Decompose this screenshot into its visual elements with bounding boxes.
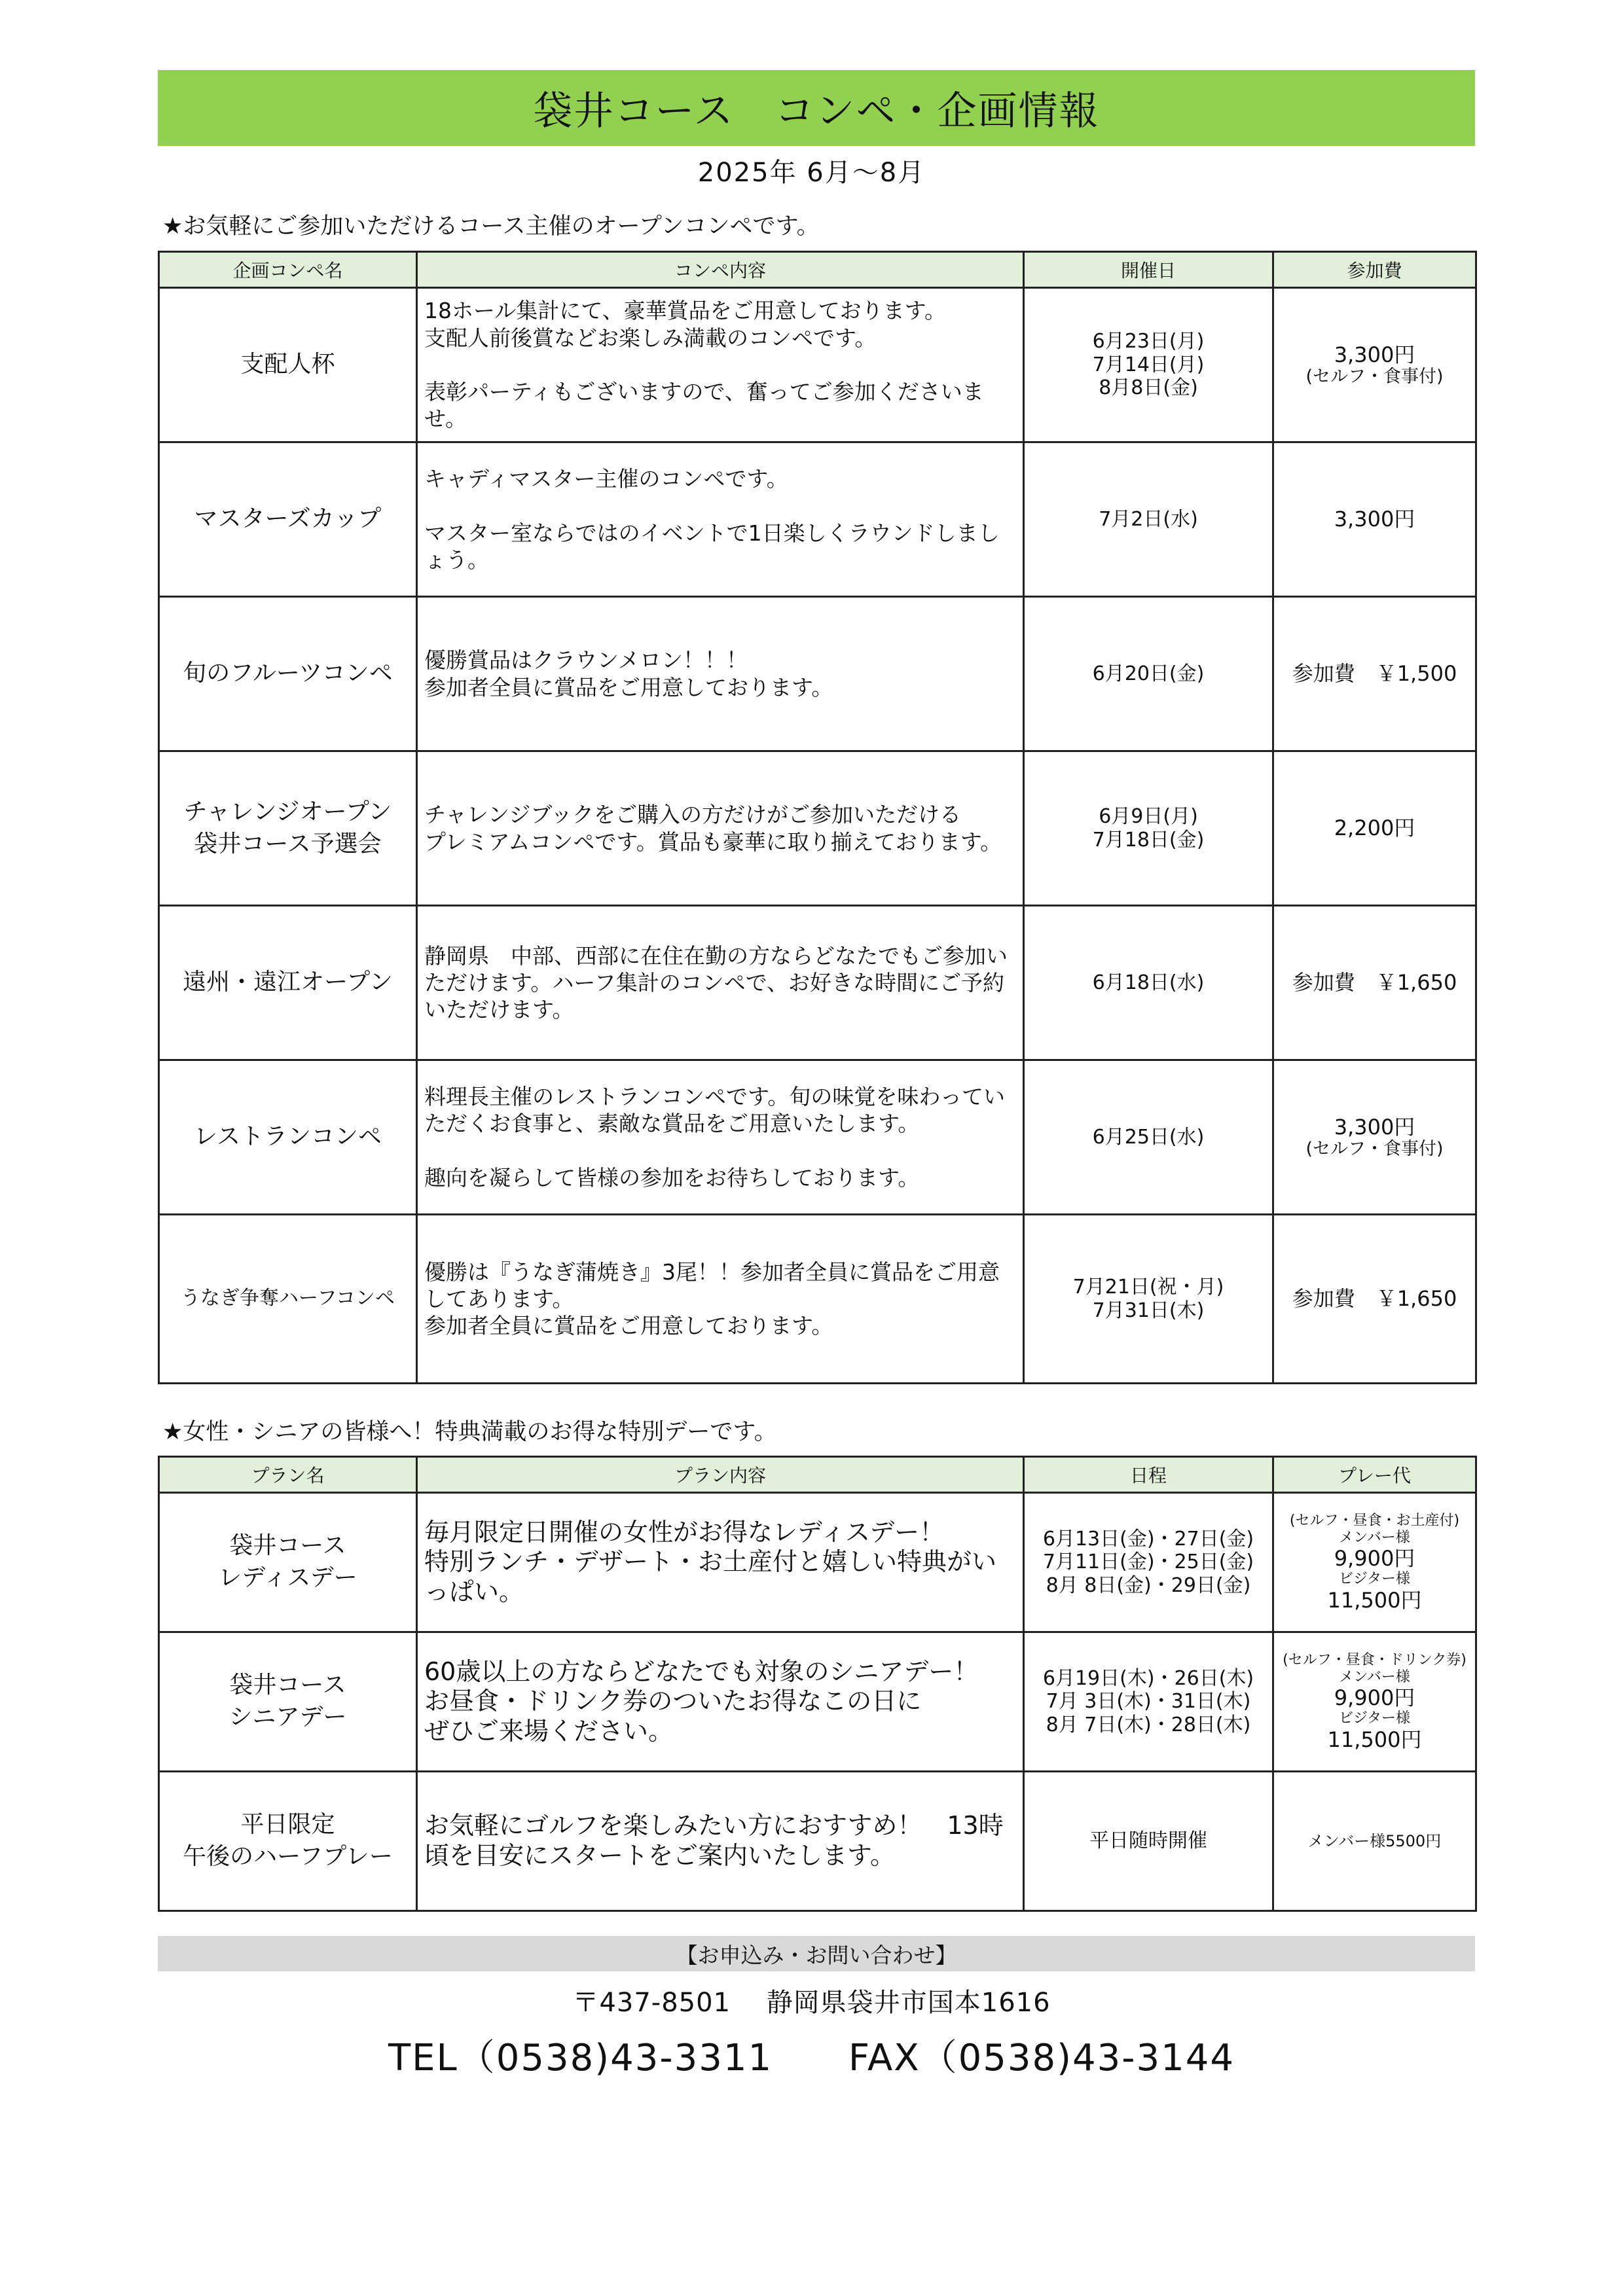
plan-description: 毎月限定日開催の女性がお得なレディスデー！ 特別ランチ・デザート・お土産付と嬉しい特典がいっぱい。 [417,1493,1024,1632]
fee-amount: 参加費 ￥1,650 [1292,1286,1457,1312]
member-price: 9,900円 [1334,1546,1415,1571]
phone-line [0,2029,1623,2081]
table-row [159,751,1476,906]
competition-fee [1273,1060,1476,1215]
competition-name: うなぎ争奪ハーフコンペ [159,1215,417,1384]
column-header: コンペ内容 [417,252,1024,288]
contact-heading: 【お申込み・お問い合わせ】 [158,1936,1475,1971]
fee-conditions: (セルフ・昼食・お土産付) [1289,1512,1460,1529]
competition-fee [1273,751,1476,906]
table-row [159,906,1476,1060]
table-row [159,1493,1476,1632]
fax-number: FAX（0538)43-3144 [848,2037,1235,2079]
plan-name: 袋井コース レディスデー [159,1493,417,1632]
section1-note: ★お気軽にご参加いただけるコース主催のオープンコンペです。 [162,213,820,240]
competition-fee [1273,1215,1476,1384]
visitor-price: 11,500円 [1327,1727,1422,1752]
fee-note: (セルフ・食事付) [1305,367,1444,387]
plan-name: 袋井コース シニアデー [159,1632,417,1772]
competition-name: チャレンジオープン 袋井コース予選会 [159,751,417,906]
competition-name: レストランコンペ [159,1060,417,1215]
visitor-price: 11,500円 [1327,1587,1422,1613]
column-header: 開催日 [1024,252,1273,288]
competition-dates: 6月23日(月) 7月14日(月) 8月8日(金) [1024,288,1273,442]
competition-name: 旬のフルーツコンペ [159,597,417,751]
competition-dates: 6月9日(月) 7月18日(金) [1024,751,1273,906]
competition-fee [1273,597,1476,751]
member-price: 9,900円 [1334,1685,1415,1711]
column-header: プラン名 [159,1457,417,1493]
competition-name: マスターズカップ [159,442,417,597]
column-header: 企画コンペ名 [159,252,417,288]
table-header-row [159,252,1476,288]
section2-note: ★女性・シニアの皆様へ！特典満載のお得な特別デーです。 [162,1419,777,1445]
table-row [159,1772,1476,1911]
period-label: 2025年 6月～8月 [697,158,926,188]
competition-dates: 6月20日(金) [1024,597,1273,751]
column-header: 参加費 [1273,252,1476,288]
competition-name: 遠州・遠江オープン [159,906,417,1060]
fee-amount: 参加費 ￥1,500 [1292,661,1457,687]
competition-description: 料理長主催のレストランコンペです。旬の味覚を味わっていただくお食事と、素敵な賞品をご用意いたします。 趣向を凝らして皆様の参加をお待ちしております。 [417,1060,1024,1215]
visitor-label: ビジター様 [1338,1710,1411,1727]
address: 〒437-8501 静岡県袋井市国本1616 [572,1988,1051,2018]
fee-conditions: (セルフ・昼食・ドリンク券) [1283,1651,1467,1668]
competition-fee [1273,442,1476,597]
table-header-row [159,1457,1476,1493]
plan-description: お気軽にゴルフを楽しみたい方におすすめ！ 13時頃を目安にスタートをご案内いたします。 [417,1772,1024,1911]
plan-fee [1273,1632,1476,1772]
fee-amount: 3,300円 [1334,507,1415,532]
fee-note: (セルフ・食事付) [1305,1139,1444,1160]
competition-dates: 7月2日(水) [1024,442,1273,597]
table-row [159,288,1476,442]
plan-fee [1273,1493,1476,1632]
plan-dates: 平日随時開催 [1024,1772,1273,1911]
competition-name: 支配人杯 [159,288,417,442]
competition-description: キャディマスター主催のコンペです。 マスター室ならではのイベントで1日楽しくラウンドしましょう。 [417,442,1024,597]
table-row [159,1215,1476,1384]
page-title: 袋井コース コンペ・企画情報 [158,70,1475,146]
open-competition-table [158,251,1477,1384]
plan-description: 60歳以上の方ならどなたでも対象のシニアデー！ お昼食・ドリンク券のついたお得なこの日に ぜひご来場ください。 [417,1632,1024,1772]
fee-amount: 2,200円 [1334,816,1415,841]
competition-dates: 6月18日(水) [1024,906,1273,1060]
member-label: メンバー様 [1339,1669,1410,1685]
competition-description: 静岡県 中部、西部に在住在勤の方ならどなたでもご参加いただけます。ハーフ集計のコンペで、お好きな時間にご予約いただけます。 [417,906,1024,1060]
special-day-table [158,1456,1477,1912]
column-header: プレー代 [1273,1457,1476,1493]
member-fee: メンバー様5500円 [1307,1831,1442,1850]
fee-amount: 3,300円 [1334,1114,1415,1139]
competition-dates: 6月25日(水) [1024,1060,1273,1215]
competition-description: 優勝は『うなぎ蒲焼き』3尾！！参加者全員に賞品をご用意してあります。 参加者全員に賞品をご用意しております。 [417,1215,1024,1384]
member-label: メンバー様 [1339,1530,1410,1546]
table-row [159,1632,1476,1772]
plan-dates: 6月13日(金)・27日(金) 7月11日(金)・25日(金) 8月 8日(金)・29日(金) [1024,1493,1273,1632]
fee-amount: 参加費 ￥1,650 [1292,970,1457,996]
competition-description: 優勝賞品はクラウンメロン！！！ 参加者全員に賞品をご用意しております。 [417,597,1024,751]
competition-description: 18ホール集計にて、豪華賞品をご用意しております。 支配人前後賞などお楽しみ満載のコンペです。 表彰パーティもございますので、奮ってご参加くださいませ。 [417,288,1024,442]
plan-dates: 6月19日(木)・26日(木) 7月 3日(木)・31日(木) 8月 7日(木)・28日(木) [1024,1632,1273,1772]
fee-amount: 3,300円 [1334,342,1415,367]
competition-fee [1273,288,1476,442]
tel-number: TEL（0538)43-3311 [388,2037,773,2079]
competition-description: チャレンジブックをご購入の方だけがご参加いただける プレミアムコンペです。賞品も豪華に取り揃えております。 [417,751,1024,906]
table-row [159,1060,1476,1215]
competition-fee [1273,906,1476,1060]
column-header: プラン内容 [417,1457,1024,1493]
plan-name: 平日限定 午後のハーフプレー [159,1772,417,1911]
visitor-label: ビジター様 [1338,1571,1411,1588]
column-header: 日程 [1024,1457,1273,1493]
competition-dates: 7月21日(祝・月) 7月31日(木) [1024,1215,1273,1384]
table-row [159,442,1476,597]
plan-fee [1273,1772,1476,1911]
table-row [159,597,1476,751]
